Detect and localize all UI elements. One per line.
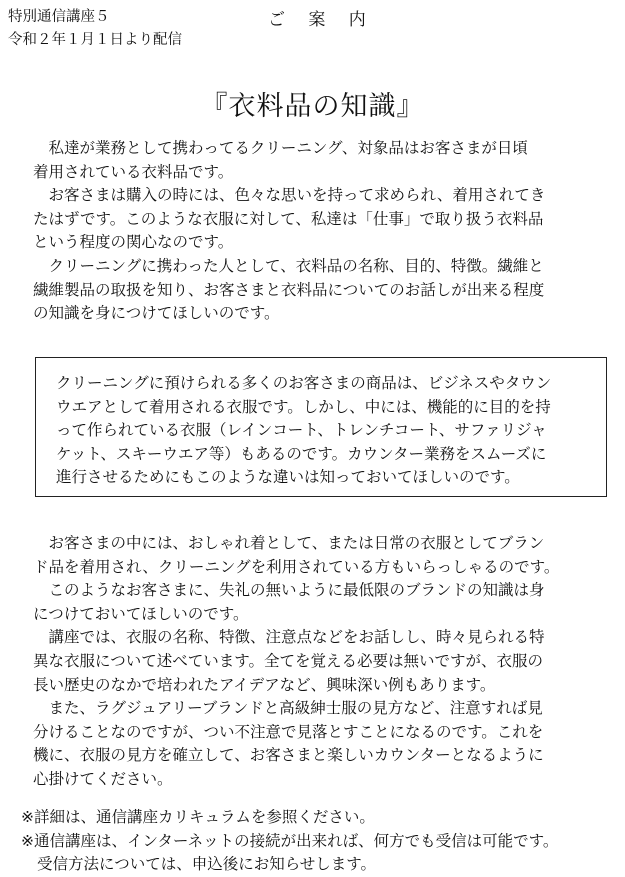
notice-label: ご 案 内 bbox=[268, 10, 375, 30]
body-paragraph: お客さまの中には、おしゃれ着として、または日常の衣服としてブラン ド品を着用され、クリーニングを利用されている方もいらっしゃるのです。 bbox=[33, 534, 560, 576]
body-paragraph: また、ラグジュアリーブランドと高級紳士服の見方など、注意すれば見 分けることなのですが、つい不注意で見落とすことになるのです。これを 機に、衣服の見方を確立して、お客さまと楽しいカウンターとなるように 心掛けてください。 bbox=[33, 699, 544, 788]
notes-section bbox=[21, 806, 621, 877]
note-method: 受信方法については、申込後にお知らせします。 bbox=[37, 855, 376, 873]
intro-paragraph: お客さまは購入の時には、色々な思いを持って求められ、着用されてき たはずです。このような衣服に対して、私達は「仕事」で取り扱う衣料品 という程度の関心なのです。 bbox=[33, 186, 546, 252]
page-title: 『衣料品の知識』 bbox=[200, 91, 425, 122]
course-name: 特別通信講座５ bbox=[8, 9, 110, 25]
start-date: 令和２年１月１日より配信 bbox=[8, 32, 182, 48]
intro-paragraph: 私達が業務として携わってるクリーニング、対象品はお客さまが日頃 着用されている衣料品です。 bbox=[33, 139, 528, 181]
note-curriculum: ※詳細は、通信講座カリキュラムを参照ください。 bbox=[21, 808, 375, 826]
body-section bbox=[33, 532, 613, 792]
intro-paragraph: クリーニングに携わった人として、衣料品の名称、目的、特徴。繊維と 繊維製品の取扱を知り、お客さまと衣料品についてのお話しが出来る程度 の知識を身につけてほしいのです。 bbox=[33, 256, 545, 323]
intro-section bbox=[33, 137, 613, 326]
document-header bbox=[8, 6, 182, 52]
boxed-notice bbox=[35, 357, 607, 497]
body-paragraph: このようなお客さまに、失礼の無いように最低限のブランドの知識は身 につけておいてほしいのです。 bbox=[33, 581, 545, 623]
note-internet: ※通信講座は、インターネットの接続が出来れば、何方でも受信は可能です。 bbox=[21, 831, 559, 850]
boxed-notice-text: クリーニングに預けられる多くのお客さまの商品は、ビジネスやタウン ウエアとして着用される衣服です。しかし、中には、機能的に目的を持 って作られている衣服（レインコート、トレンチコート、サファリジャ ケット、スキーウエア等）もあるのです。カウンター業務をスムーズに 進行させるためにもこのような違いは知っておいてほしいのです。 bbox=[56, 374, 552, 487]
body-paragraph: 講座では、衣服の名称、特徴、注意点などをお話しし、時々見られる特 異な衣服について述べています。全てを覚える必要は無いですが、衣服の 長い歴史のなかで培われたアイデアなど、興味深い例もあります。 bbox=[33, 628, 545, 694]
